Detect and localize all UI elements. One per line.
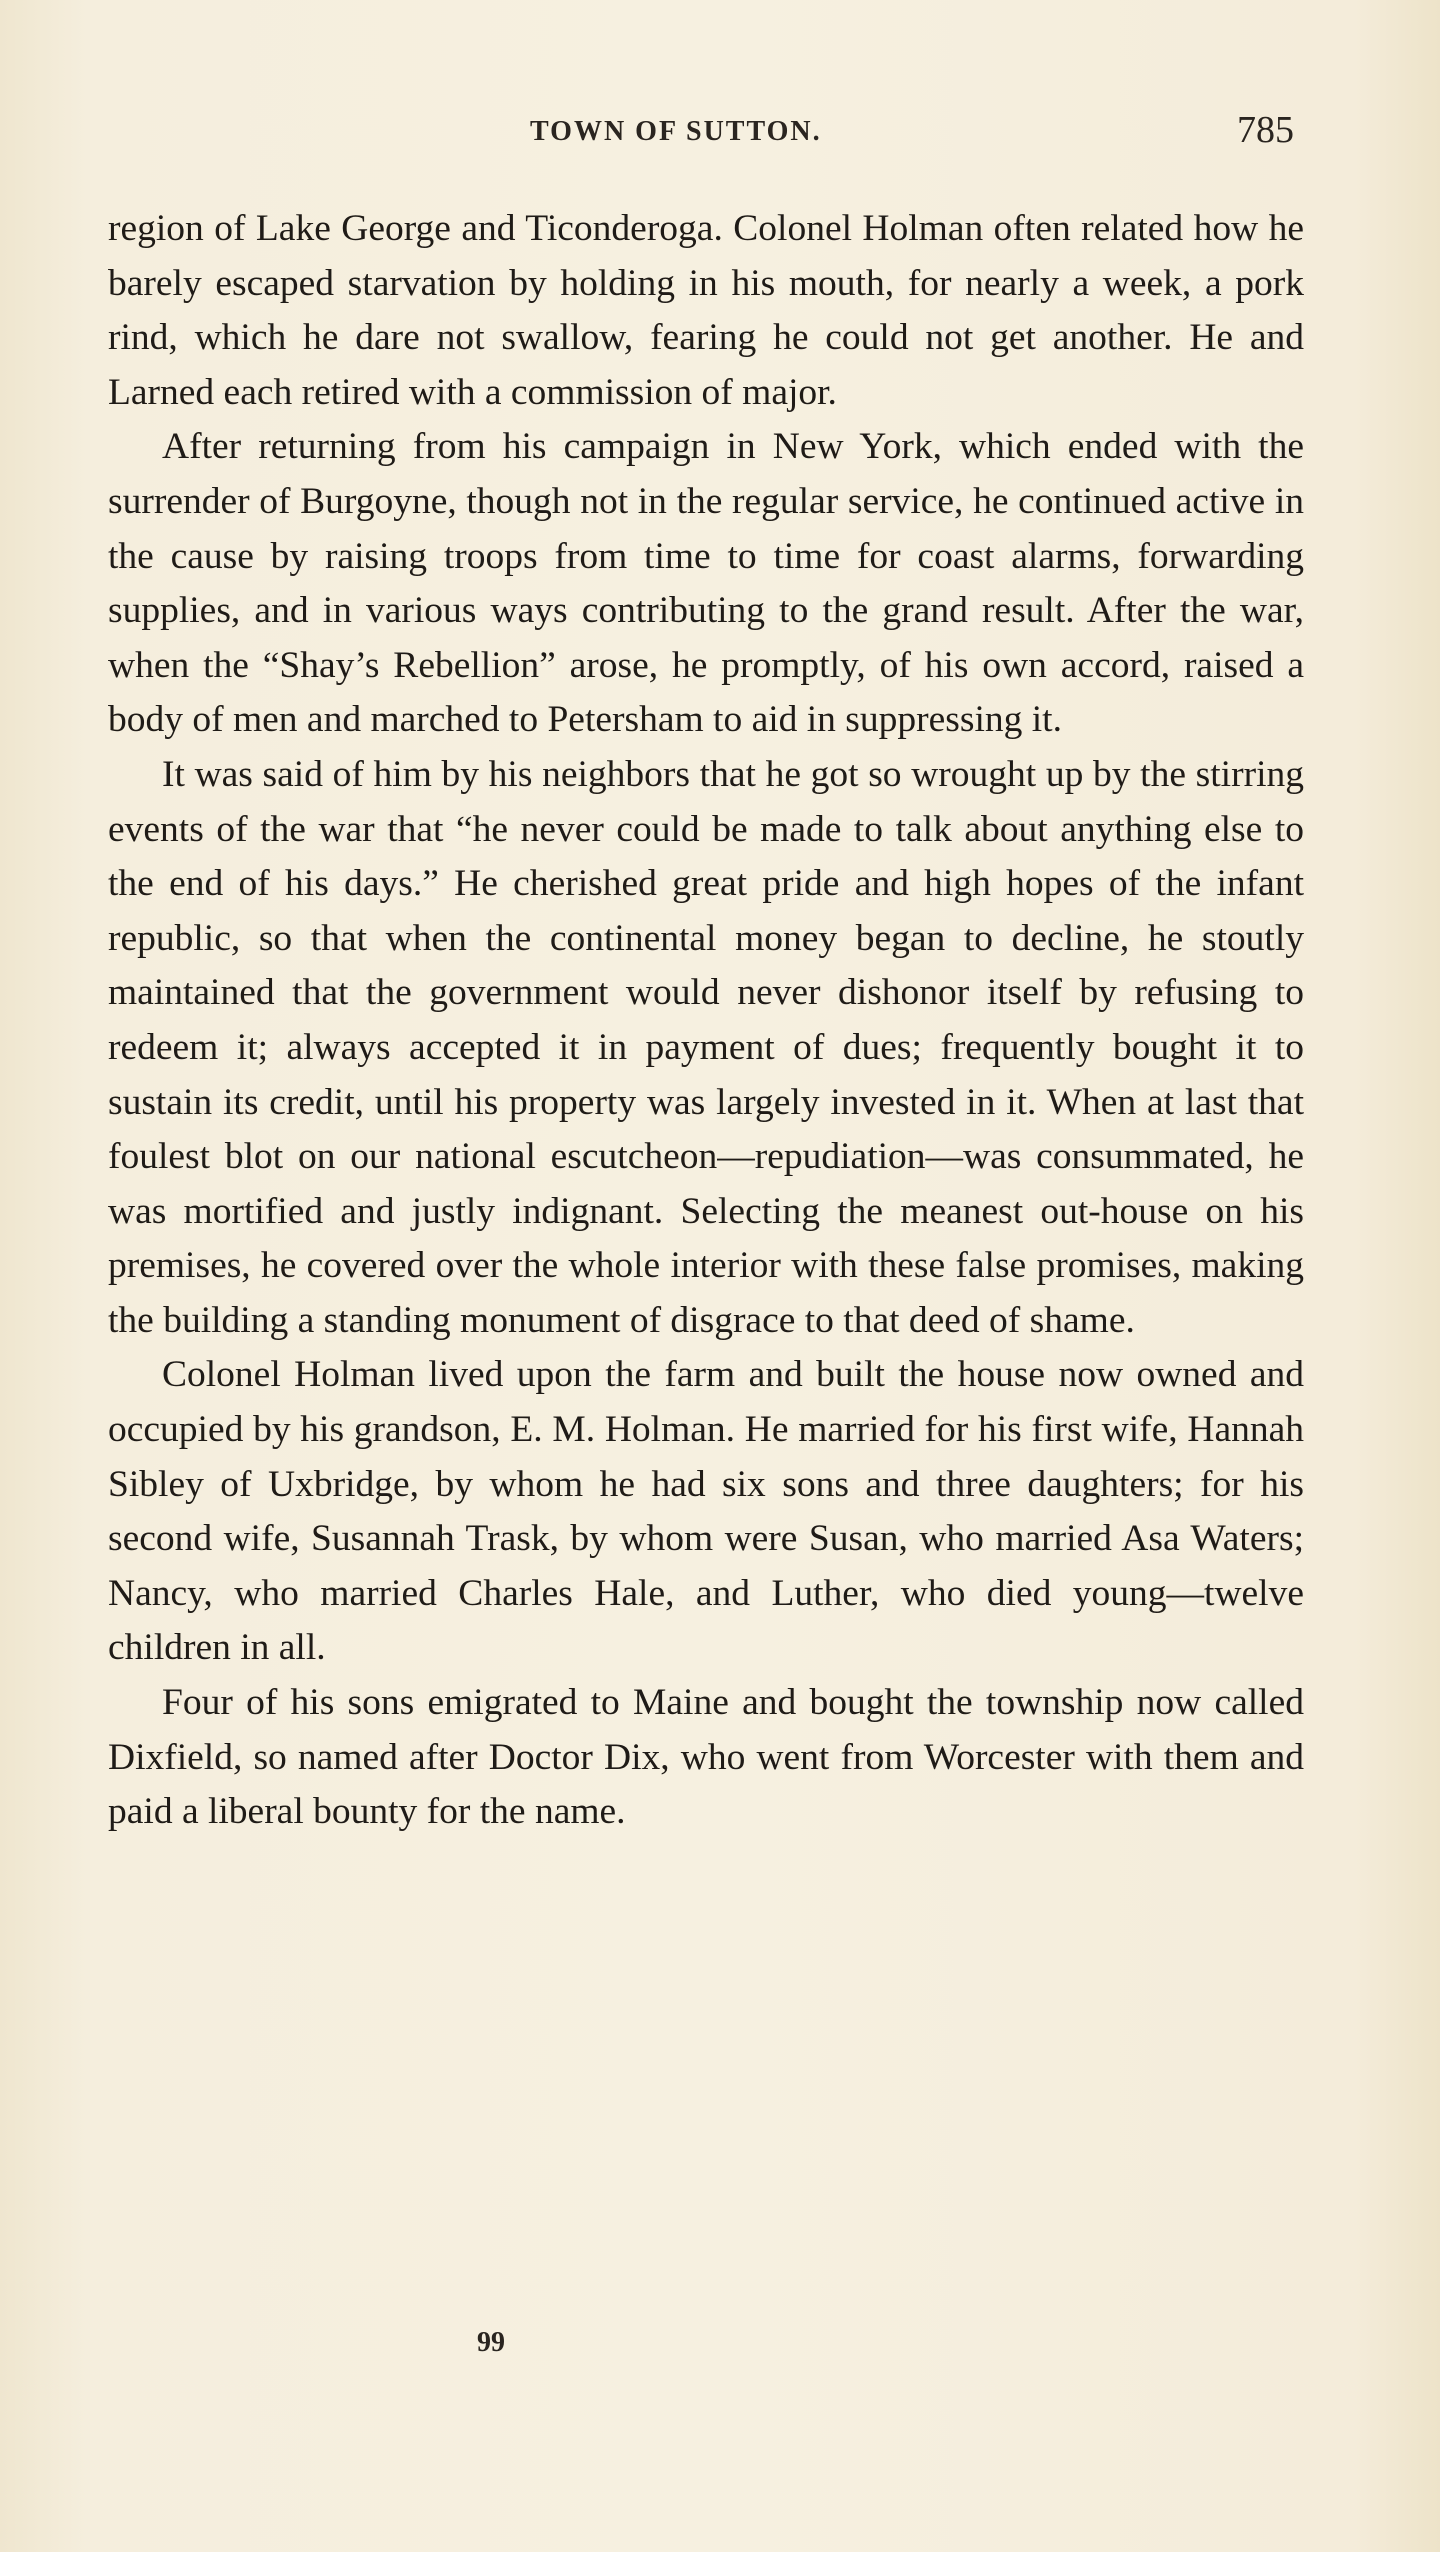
- signature-mark: 99: [477, 2327, 505, 2358]
- paragraph-continuation: region of Lake George and Ticonderoga. Colonel Holman often related how he barely escaped starvation by holding in his mouth, for nearly a week, a pork rind, which he dare not swallow, fearing he could not get another. He and Larned each retired with a commission of major.: [108, 208, 1304, 413]
- page-number: 785: [1237, 109, 1294, 151]
- paragraph: Colonel Holman lived upon the farm and built the house now owned and occupied by his grandson, E. M. Holman. He married for his first wife, Hannah Sibley of Uxbridge, by whom he had six sons and three daughters; for his second wife, Susannah Trask, by whom were Susan, who married Asa Waters; Nancy, who married Charles Hale, and Luther, who died young—twelve children in all.: [108, 1354, 1304, 1669]
- running-title: TOWN OF SUTTON.: [530, 116, 822, 147]
- paragraph: After returning from his campaign in New York, which ended with the surrender of Burgoyne, though not in the regular service, he continued active in the cause by raising troops from time to time for coast alarms, forwarding supplies, and in various ways contributing to the grand result. After the war, when the “Shay’s Rebellion” arose, he promptly, of his own accord, raised a body of men and marched to Petersham to aid in suppressing it.: [108, 426, 1304, 741]
- paragraph: It was said of him by his neighbors that he got so wrought up by the stirring events of the war that “he never could be made to talk about anything else to the end of his days.” He cherished great pride and high hopes of the infant republic, so that when the continental money began to decline, he stoutly maintained that the government would never dishonor itself by refusing to redeem it; always accepted it in payment of dues; frequently bought it to sustain its credit, until his property was largely invested in it. When at last that foulest blot on our national escutcheon—repudiation—was consummated, he was mortified and justly indignant. Selecting the meanest out-house on his premises, he covered over the whole interior with these false promises, making the building a standing monument of disgrace to that deed of shame.: [108, 753, 1304, 1341]
- body-text: [108, 202, 1304, 1840]
- running-head: [0, 109, 1440, 172]
- paragraph: Four of his sons emigrated to Maine and bought the township now called Dixfield, so named after Doctor Dix, who went from Worcester with them and paid a liberal bounty for the name.: [108, 1682, 1304, 1833]
